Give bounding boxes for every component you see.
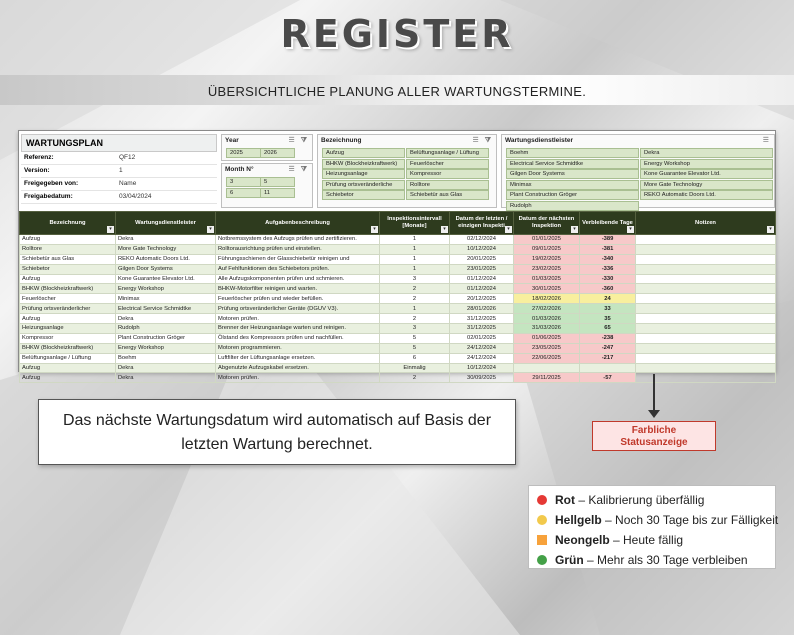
slicer-chip[interactable]: 6: [226, 188, 261, 198]
plan-field-row: [21, 178, 217, 191]
circle-marker-icon: [537, 495, 547, 505]
cell-bez: Feuerlöscher: [20, 294, 116, 304]
cell-bez: Aufzug: [20, 235, 116, 245]
cell-aufgabe: Prüfung ortsveränderlicher Geräte (DGUV V3).: [216, 304, 380, 314]
column-header[interactable]: [116, 212, 216, 235]
cell-bez: Prüfung ortsveränderlicher: [20, 304, 116, 314]
cell-notizen[interactable]: [636, 363, 776, 373]
column-header-label: Inspektionsintervall [Monate]: [387, 216, 442, 229]
slicer-bezeichnung-title: Bezeichnung: [321, 137, 362, 144]
column-header-label: Datum der letzten / einzigen Inspekti: [455, 216, 508, 229]
column-header-label: Aufgabenbeschreibung: [265, 219, 330, 226]
callout-box: Das nächste Wartungsdatum wird automatisch auf Basis der letzten Wartung berechnet.: [38, 399, 516, 465]
slicer-chip[interactable]: Schiebetor: [322, 190, 405, 200]
cell-intervall: 3: [380, 324, 450, 334]
filter-icons[interactable]: ☰ ⧩: [472, 137, 493, 144]
cell-tage: -381: [580, 244, 636, 254]
legend-name: Hellgelb: [555, 513, 602, 527]
cell-letzte: 10/12/2024: [450, 363, 514, 373]
cell-intervall: 3: [380, 274, 450, 284]
slicer-chip[interactable]: Energy Workshop: [640, 159, 773, 169]
status-label-line1: Farbliche: [631, 425, 677, 436]
plan-field-value: 03/04/2024: [119, 193, 152, 200]
table-row[interactable]: [20, 244, 776, 254]
plan-field-label: Freigegeben von:: [24, 180, 79, 187]
cell-dl: Energy Workshop: [116, 284, 216, 294]
cell-bez: Schiebetür aus Glas: [20, 254, 116, 264]
cell-tage: 65: [580, 324, 636, 334]
cell-naechste: 22/06/2025: [514, 353, 580, 363]
cell-intervall: 1: [380, 264, 450, 274]
cell-naechste: 18/02/2026: [514, 294, 580, 304]
cell-tage: -217: [580, 353, 636, 363]
cell-intervall: 2: [380, 373, 450, 383]
circle-marker-icon: [537, 515, 547, 525]
cell-tage: -389: [580, 235, 636, 245]
cell-dl: Dekra: [116, 314, 216, 324]
cell-tage: -340: [580, 254, 636, 264]
cell-aufgabe: Abgenutzte Aufzugskabel ersetzen.: [216, 363, 380, 373]
plan-field-value: Name: [119, 180, 137, 187]
slicer-chip[interactable]: Aufzug: [322, 148, 405, 158]
cell-naechste: 29/11/2025: [514, 373, 580, 383]
cell-letzte: 20/12/2025: [450, 294, 514, 304]
column-header-label: Bezeichnung: [49, 219, 86, 226]
legend-desc: – Heute fällig: [609, 533, 684, 547]
cell-bez: BHKW (Blockheizkraftwerk): [20, 284, 116, 294]
slicer-chip[interactable]: Schiebetür aus Glas: [406, 190, 489, 200]
plan-field-row: [21, 165, 217, 178]
column-header[interactable]: [450, 212, 514, 235]
plan-field-value: QF12: [119, 154, 136, 161]
cell-naechste: 01/06/2025: [514, 333, 580, 343]
cell-bez: Aufzug: [20, 363, 116, 373]
cell-letzte: 02/01/2025: [450, 333, 514, 343]
cell-dl: Energy Workshop: [116, 343, 216, 353]
cell-naechste: 30/01/2025: [514, 284, 580, 294]
cell-tage: -57: [580, 373, 636, 383]
cell-naechste: 23/05/2025: [514, 343, 580, 353]
plan-field-row: [21, 152, 217, 165]
cell-notizen[interactable]: [636, 235, 776, 245]
cell-tage: -238: [580, 333, 636, 343]
table-row[interactable]: [20, 304, 776, 314]
cell-bez: Aufzug: [20, 373, 116, 383]
cell-notizen[interactable]: [636, 304, 776, 314]
cell-naechste: 19/02/2025: [514, 254, 580, 264]
table-row[interactable]: [20, 274, 776, 284]
slicer-year-title: Year: [225, 137, 239, 144]
cell-notizen[interactable]: [636, 264, 776, 274]
cell-tage: [580, 363, 636, 373]
slicer-chip[interactable]: More Gate Technology: [640, 180, 773, 190]
slicer-chip[interactable]: BHKW (Blockheizkraftwerk): [322, 159, 405, 169]
cell-dl: Kone Guarantee Elevator Ltd.: [116, 274, 216, 284]
column-header[interactable]: [20, 212, 116, 235]
cell-dl: Gilgen Door Systems: [116, 264, 216, 274]
cell-bez: Aufzug: [20, 314, 116, 324]
slicer-dienstleister-title: Wartungsdienstleister: [505, 137, 574, 144]
cell-tage: -330: [580, 274, 636, 284]
cell-aufgabe: Motoren prüfen.: [216, 314, 380, 324]
cell-notizen[interactable]: [636, 274, 776, 284]
status-label-line2: Statusanzeige: [620, 437, 688, 448]
color-legend: [528, 485, 779, 569]
slicer-chip[interactable]: Heizungsanlage: [322, 169, 405, 179]
cell-dl: Rudolph: [116, 324, 216, 334]
cell-intervall: 5: [380, 333, 450, 343]
cell-letzte: 31/12/2025: [450, 324, 514, 334]
cell-notizen[interactable]: [636, 333, 776, 343]
cell-intervall: 1: [380, 304, 450, 314]
page-title: REGISTER: [280, 12, 514, 56]
column-header[interactable]: [636, 212, 776, 235]
slicer-bezeichnung[interactable]: [317, 134, 497, 208]
cell-notizen[interactable]: [636, 373, 776, 383]
slicer-chip[interactable]: Prüfung ortsveränderliche: [322, 180, 405, 190]
plan-field-value: 1: [119, 167, 123, 174]
cell-dl: Electrical Service Schmidtke: [116, 304, 216, 314]
table-row[interactable]: [20, 264, 776, 274]
cell-bez: Schiebetor: [20, 264, 116, 274]
table-row[interactable]: [20, 284, 776, 294]
slicer-chip[interactable]: Boehm: [506, 148, 639, 158]
cell-naechste: [514, 363, 580, 373]
slicer-chip[interactable]: Kompressor: [406, 169, 489, 179]
table-row[interactable]: [20, 343, 776, 353]
cell-naechste: 09/01/2025: [514, 244, 580, 254]
legend-row: [535, 490, 775, 510]
column-header-label: Wartungsdienstleister: [135, 219, 196, 226]
cell-bez: Rolltore: [20, 244, 116, 254]
cell-dl: Plant Construction Gröger: [116, 333, 216, 343]
plan-field-row: [21, 191, 217, 204]
slicer-chip[interactable]: Rudolph: [506, 201, 639, 211]
square-marker-icon: [537, 535, 547, 545]
legend-name: Grün: [555, 553, 584, 567]
column-header[interactable]: [380, 212, 450, 235]
cell-naechste: 23/02/2025: [514, 264, 580, 274]
cell-bez: Belüftungsanlage / Lüftung: [20, 353, 116, 363]
slicer-chip[interactable]: Rolltore: [406, 180, 489, 190]
cell-naechste: 01/03/2025: [514, 274, 580, 284]
cell-notizen[interactable]: [636, 254, 776, 264]
cell-dl: REKO Automatic Doors Ltd.: [116, 254, 216, 264]
cell-naechste: 01/01/2025: [514, 235, 580, 245]
legend-desc: – Mehr als 30 Tage verbleiben: [583, 553, 748, 567]
legend-row: [535, 510, 779, 530]
status-label-box: [592, 421, 716, 451]
filter-dropdown-icon[interactable]: ▾: [371, 226, 378, 233]
cell-bez: Aufzug: [20, 274, 116, 284]
slicer-month-title: Month N°: [225, 166, 254, 173]
cell-intervall: 2: [380, 284, 450, 294]
column-header[interactable]: [216, 212, 380, 235]
cell-aufgabe: Ölstand des Kompressors prüfen und nachfüllen.: [216, 333, 380, 343]
slicer-chip[interactable]: Minimax: [506, 180, 639, 190]
cell-intervall: 6: [380, 353, 450, 363]
cell-dl: Minimax: [116, 294, 216, 304]
cell-aufgabe: Alle Aufzugskomponenten prüfen und schmieren.: [216, 274, 380, 284]
cell-aufgabe: Luftfilter der Lüftungsanlage ersetzen.: [216, 353, 380, 363]
cell-notizen[interactable]: [636, 244, 776, 254]
cell-bez: Kompressor: [20, 333, 116, 343]
slicer-dienstleister[interactable]: [501, 134, 775, 208]
filter-dropdown-icon[interactable]: ▾: [207, 226, 214, 233]
cell-intervall: 2: [380, 294, 450, 304]
cell-naechste: 01/03/2026: [514, 314, 580, 324]
cell-aufgabe: Brenner der Heizungsanlage warten und reinigen.: [216, 324, 380, 334]
cell-tage: -336: [580, 264, 636, 274]
cell-dl: Boehm: [116, 353, 216, 363]
cell-naechste: 27/02/2026: [514, 304, 580, 314]
cell-bez: Heizungsanlage: [20, 324, 116, 334]
cell-tage: -360: [580, 284, 636, 294]
arrow-line: [653, 374, 655, 414]
plan-field-label: Freigabedatum:: [24, 193, 73, 200]
cell-notizen[interactable]: [636, 284, 776, 294]
table-row[interactable]: [20, 373, 776, 383]
slicer-chip[interactable]: Feuerlöscher: [406, 159, 489, 169]
cell-dl: Dekra: [116, 235, 216, 245]
column-header[interactable]: [514, 212, 580, 235]
table-row[interactable]: [20, 333, 776, 343]
slicer-chip[interactable]: 5: [260, 177, 295, 187]
cell-letzte: 30/09/2025: [450, 373, 514, 383]
cell-letzte: 10/12/2024: [450, 244, 514, 254]
page-subtitle: ÜBERSICHTLICHE PLANUNG ALLER WARTUNGSTERMINE.: [207, 84, 587, 99]
wartungsplan-info: [21, 134, 217, 206]
plan-field-label: Referenz:: [24, 154, 54, 161]
filter-icons[interactable]: ☰ ⧩: [288, 166, 309, 173]
cell-intervall: 1: [380, 254, 450, 264]
table-row[interactable]: [20, 353, 776, 363]
cell-tage: 35: [580, 314, 636, 324]
cell-tage: -247: [580, 343, 636, 353]
cell-notizen[interactable]: [636, 353, 776, 363]
legend-name: Rot: [555, 493, 575, 507]
cell-notizen[interactable]: [636, 343, 776, 353]
table-row[interactable]: [20, 363, 776, 373]
legend-text: [555, 530, 683, 550]
legend-desc: – Noch 30 Tage bis zur Fälligkeit: [601, 513, 779, 527]
cell-letzte: 01/12/2024: [450, 284, 514, 294]
table-row[interactable]: [20, 235, 776, 245]
legend-text: [555, 490, 704, 510]
cell-dl: More Gate Technology: [116, 244, 216, 254]
cell-intervall: 1: [380, 244, 450, 254]
cell-letzte: 02/12/2024: [450, 235, 514, 245]
filter-icons[interactable]: ☰ ⧩: [288, 137, 309, 144]
cell-dl: Dekra: [116, 373, 216, 383]
cell-aufgabe: Auf Fehlfunktionen des Schiebetors prüfen.: [216, 264, 380, 274]
legend-desc: – Kalibrierung überfällig: [575, 493, 705, 507]
filter-dropdown-icon[interactable]: ▾: [571, 226, 578, 233]
cell-intervall: 5: [380, 343, 450, 353]
cell-notizen[interactable]: [636, 324, 776, 334]
table-row[interactable]: [20, 294, 776, 304]
column-header-label: Datum der nächsten Inspektion: [518, 216, 575, 229]
cell-aufgabe: Feuerlöscher prüfen und wieder befüllen.: [216, 294, 380, 304]
cell-letzte: 24/12/2024: [450, 343, 514, 353]
cell-intervall: 1: [380, 235, 450, 245]
cell-letzte: 28/01/2026: [450, 304, 514, 314]
slicer-year[interactable]: [221, 134, 313, 161]
slicer-chip[interactable]: Belüftungsanlage / Lüftung: [406, 148, 489, 158]
slicer-chip[interactable]: 2026: [260, 148, 295, 158]
cell-intervall: 2: [380, 314, 450, 324]
cell-tage: 24: [580, 294, 636, 304]
legend-name: Neongelb: [555, 533, 610, 547]
legend-text: [555, 510, 778, 530]
slicer-chip[interactable]: Kone Guarantee Elevator Ltd.: [640, 169, 773, 179]
cell-intervall: Einmalig: [380, 363, 450, 373]
plan-field-label: Version:: [24, 167, 50, 174]
cell-letzte: 31/12/2025: [450, 314, 514, 324]
filter-dropdown-icon[interactable]: ▾: [767, 226, 774, 233]
filter-dropdown-icon[interactable]: ▾: [107, 226, 114, 233]
cell-letzte: 23/01/2025: [450, 264, 514, 274]
legend-text: [555, 550, 748, 570]
column-header-label: Notizen: [695, 219, 716, 226]
slicer-chip[interactable]: Plant Construction Gröger: [506, 190, 639, 200]
cell-letzte: 01/12/2024: [450, 274, 514, 284]
cell-aufgabe: BHKW-Motorfilter reinigen und warten.: [216, 284, 380, 294]
cell-aufgabe: Motoren programmieren.: [216, 343, 380, 353]
slicer-chip[interactable]: Electrical Service Schmidtke: [506, 159, 639, 169]
cell-notizen[interactable]: [636, 294, 776, 304]
legend-row: [535, 550, 775, 570]
cell-aufgabe: Führungsschienen der Glasschiebetür reinigen und: [216, 254, 380, 264]
maintenance-table: [19, 211, 776, 383]
slicer-chip[interactable]: 2025: [226, 148, 261, 158]
cell-aufgabe: Rolltorausrichtung prüfen und einstellen.: [216, 244, 380, 254]
cell-naechste: 31/03/2026: [514, 324, 580, 334]
slicer-chip[interactable]: REKO Automatic Doors Ltd.: [640, 190, 773, 200]
slicer-month[interactable]: [221, 163, 313, 208]
table-row[interactable]: [20, 314, 776, 324]
filter-dropdown-icon[interactable]: ▾: [627, 226, 634, 233]
cell-bez: BHKW (Blockheizkraftwerk): [20, 343, 116, 353]
cell-aufgabe: Notbremssystem des Aufzugs prüfen und zertifizieren.: [216, 235, 380, 245]
cell-aufgabe: Motoren prüfen.: [216, 373, 380, 383]
circle-marker-icon: [537, 555, 547, 565]
legend-row: [535, 530, 775, 550]
cell-notizen[interactable]: [636, 314, 776, 324]
filter-dropdown-icon[interactable]: ▾: [441, 226, 448, 233]
cell-letzte: 24/12/2024: [450, 353, 514, 363]
cell-letzte: 20/01/2025: [450, 254, 514, 264]
arrow-head: [648, 410, 660, 418]
table-row[interactable]: [20, 324, 776, 334]
column-header-label: Verbleibende Tage: [582, 219, 633, 226]
slicer-chip[interactable]: 11: [260, 188, 295, 198]
table-row[interactable]: [20, 254, 776, 264]
column-header[interactable]: [580, 212, 636, 235]
filter-icons[interactable]: ☰: [762, 137, 771, 144]
slicer-chip[interactable]: Dekra: [640, 148, 773, 158]
filter-dropdown-icon[interactable]: ▾: [505, 226, 512, 233]
slicer-chip[interactable]: Gilgen Door Systems: [506, 169, 639, 179]
wartungsplan-title: WARTUNGSPLAN: [21, 134, 217, 152]
cell-dl: Dekra: [116, 363, 216, 373]
slicer-chip[interactable]: 3: [226, 177, 261, 187]
cell-tage: 33: [580, 304, 636, 314]
spreadsheet-window: [18, 130, 776, 381]
